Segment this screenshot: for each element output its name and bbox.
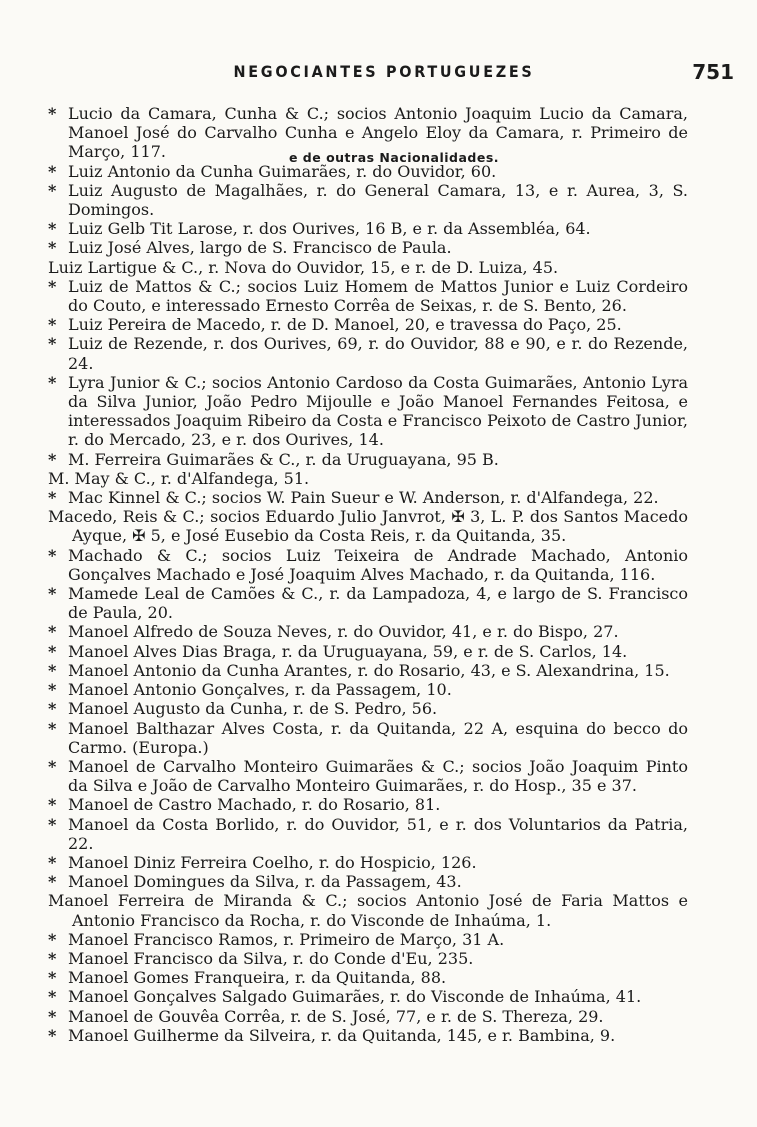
- entry-text: Manoel de Gouvêa Corrêa, r. de S. José, 77, e r. de S. Thereza, 29.: [68, 1006, 604, 1026]
- asterisk-marker: *: [48, 545, 57, 565]
- directory-entry: [48, 219, 688, 238]
- asterisk-marker: *: [48, 948, 57, 968]
- directory-entry: [48, 334, 688, 372]
- entry-text: Luiz Antonio da Cunha Guimarães, r. do Ouvidor, 60.: [68, 161, 497, 181]
- asterisk-marker: *: [48, 584, 57, 604]
- directory-entry: [48, 930, 688, 949]
- asterisk-marker: *: [48, 1006, 57, 1026]
- directory-entry: [48, 258, 688, 277]
- asterisk-marker: *: [48, 622, 57, 642]
- directory-entry: [48, 469, 688, 488]
- entry-text: Machado & C.; socios Luiz Teixeira de Andrade Machado, Antonio Gonçalves Machado e José Joaquim Alves Machado, r. da Quitanda, 116.: [68, 545, 688, 584]
- asterisk-marker: *: [48, 488, 57, 508]
- entry-text: Manoel Francisco Ramos, r. Primeiro de Março, 31 A.: [68, 929, 505, 949]
- asterisk-marker: *: [48, 968, 57, 988]
- entry-text: Manoel da Costa Borlido, r. do Ouvidor, 51, e r. dos Voluntarios da Patria, 22.: [68, 814, 688, 853]
- entry-text: Luiz Lartigue & C., r. Nova do Ouvidor, 15, e r. de D. Luiza, 45.: [48, 257, 559, 277]
- asterisk-marker: *: [48, 814, 57, 834]
- entry-text: M. May & C., r. d'Alfandega, 51.: [48, 468, 310, 488]
- asterisk-marker: *: [48, 219, 57, 239]
- directory-entry: [48, 507, 688, 545]
- entry-text: Luiz Gelb Tit Larose, r. dos Ourives, 16 B, e r. da Assembléa, 64.: [68, 219, 591, 239]
- entry-text: Manoel Augusto da Cunha, r. de S. Pedro, 56.: [68, 699, 438, 719]
- entry-text: Manoel de Carvalho Monteiro Guimarães & C.; socios João Joaquim Pinto da Silva e João de Carvalho Monteiro Guimarães, r. do Hosp., 35 e 37.: [68, 756, 688, 796]
- entry-text: Manoel Ferreira de Miranda & C.; socios Antonio José de Faria Mattos e Antonio Francisco da Rocha, r. do Visconde de Inhaúma, 1.: [48, 891, 688, 930]
- asterisk-marker: *: [48, 334, 57, 354]
- directory-entry: [48, 872, 688, 891]
- entry-text: Manoel Gonçalves Salgado Guimarães, r. do Visconde de Inhaúma, 41.: [68, 987, 642, 1007]
- entry-text: Manoel Diniz Ferreira Coelho, r. do Hospicio, 126.: [68, 852, 477, 872]
- asterisk-marker: *: [48, 1025, 57, 1045]
- directory-entry: [48, 757, 688, 795]
- asterisk-marker: *: [48, 680, 57, 700]
- entry-text: Manoel Balthazar Alves Costa, r. da Quitanda, 22 A, esquina do becco do Carmo. (Europa.): [68, 718, 688, 757]
- directory-entry: [48, 680, 688, 699]
- directory-entry: [48, 719, 688, 757]
- asterisk-marker: *: [48, 660, 57, 680]
- entry-text: Manoel Alfredo de Souza Neves, r. do Ouvidor, 41, e r. do Bispo, 27.: [68, 622, 619, 642]
- directory-entry: [48, 642, 688, 661]
- directory-entry: [48, 162, 688, 181]
- asterisk-marker: *: [48, 718, 57, 738]
- directory-entry: [48, 661, 688, 680]
- entry-text: Luiz de Rezende, r. dos Ourives, 69, r. do Ouvidor, 88 e 90, e r. do Rezende, 24.: [68, 334, 688, 373]
- entry-text: Luiz de Mattos & C.; socios Luiz Homem de Mattos Junior e Luiz Cordeiro do Couto, e interessado Ernesto Corrêa de Seixas, r. de S. Bento, 26.: [68, 276, 688, 316]
- directory-entry: [48, 373, 688, 450]
- directory-entry: [48, 853, 688, 872]
- entry-text: Mamede Leal de Camões & C., r. da Lampadoza, 4, e largo de S. Francisco de Paula, 20.: [68, 584, 688, 623]
- asterisk-marker: *: [48, 180, 57, 200]
- asterisk-marker: *: [48, 161, 57, 181]
- directory-entry: [48, 1026, 688, 1045]
- entry-text: Lucio da Camara, Cunha & C.; socios Antonio Joaquim Lucio da Camara, Manoel José do Carvalho Cunha e Angelo Eloy da Camara, r. Primeiro de Março, 117.: [68, 104, 688, 162]
- asterisk-marker: *: [48, 699, 57, 719]
- directory-entry: [48, 104, 688, 162]
- directory-entry: [48, 450, 688, 469]
- entry-text: Luiz Augusto de Magalhães, r. do General Camara, 13, e r. Aurea, 3, S. Domingos.: [68, 180, 688, 220]
- directory-entry: [48, 238, 688, 257]
- entry-text: Manoel Antonio da Cunha Arantes, r. do Rosario, 43, e S. Alexandrina, 15.: [68, 660, 670, 680]
- asterisk-marker: *: [48, 756, 57, 776]
- entry-text: Luiz Pereira de Macedo, r. de D. Manoel, 20, e travessa do Paço, 25.: [68, 315, 622, 335]
- page-number: 751: [692, 60, 734, 84]
- directory-entry: [48, 891, 688, 929]
- entry-text: Manoel Domingues da Silva, r. da Passagem, 43.: [68, 872, 462, 892]
- entry-list: [48, 104, 688, 1045]
- directory-entry: [48, 987, 688, 1006]
- entry-text: Lyra Junior & C.; socios Antonio Cardoso da Costa Guimarães, Antonio Lyra da Silva Junior, João Pedro Mijoulle e João Manoel Fernandes Feitosa, e interessados Joaquim Ribeiro da Costa e Francisco Peixoto de Castro Junior, r. do Mercado, 23, e r. dos Ourives, 14.: [68, 372, 688, 450]
- directory-entry: [48, 315, 688, 334]
- asterisk-marker: *: [48, 929, 57, 949]
- asterisk-marker: *: [48, 104, 57, 123]
- entry-text: Luiz José Alves, largo de S. Francisco de Paula.: [68, 238, 452, 258]
- entry-text: Manoel Gomes Franqueira, r. da Quitanda, 88.: [68, 968, 447, 988]
- entry-text: Manoel Antonio Gonçalves, r. da Passagem, 10.: [68, 680, 452, 700]
- running-title: NEGOCIANTES PORTUGUEZES: [233, 62, 535, 81]
- directory-entry: [48, 488, 688, 507]
- directory-entry: [48, 949, 688, 968]
- asterisk-marker: *: [48, 641, 57, 661]
- asterisk-marker: *: [48, 872, 57, 892]
- directory-entry: [48, 815, 688, 853]
- asterisk-marker: *: [48, 315, 57, 335]
- directory-entry: [48, 584, 688, 622]
- asterisk-marker: *: [48, 852, 57, 872]
- directory-entry: [48, 968, 688, 987]
- asterisk-marker: *: [48, 795, 57, 815]
- entry-text: Macedo, Reis & C.; socios Eduardo Julio Janvrot, ✠ 3, L. P. dos Santos Macedo Ayque, ✠ 5, e José Eusebio da Costa Reis, r. da Quitanda, 35.: [48, 507, 688, 546]
- asterisk-marker: *: [48, 372, 57, 392]
- entry-text: Mac Kinnel & C.; socios W. Pain Sueur e W. Anderson, r. d'Alfandega, 22.: [68, 488, 659, 508]
- entry-text: Manoel de Castro Machado, r. do Rosario, 81.: [68, 795, 441, 815]
- directory-entry: [48, 277, 688, 315]
- asterisk-marker: *: [48, 987, 57, 1007]
- asterisk-marker: *: [48, 238, 57, 258]
- section-subtitle: e de outras Nacionalidades.: [288, 150, 500, 165]
- asterisk-marker: *: [48, 276, 57, 296]
- directory-entry: [48, 1007, 688, 1026]
- directory-entry: [48, 622, 688, 641]
- entry-text: Manoel Alves Dias Braga, r. da Uruguayana, 59, e r. de S. Carlos, 14.: [68, 641, 628, 661]
- entry-text: Manoel Francisco da Silva, r. do Conde d'Eu, 235.: [68, 948, 474, 968]
- entry-text: Manoel Guilherme da Silveira, r. da Quitanda, 145, e r. Bambina, 9.: [68, 1025, 616, 1045]
- directory-entry: [48, 795, 688, 814]
- entry-text: M. Ferreira Guimarães & C., r. da Uruguayana, 95 B.: [68, 449, 499, 469]
- directory-entry: [48, 699, 688, 718]
- asterisk-marker: *: [48, 449, 57, 469]
- directory-entry: [48, 181, 688, 219]
- directory-entry: [48, 546, 688, 584]
